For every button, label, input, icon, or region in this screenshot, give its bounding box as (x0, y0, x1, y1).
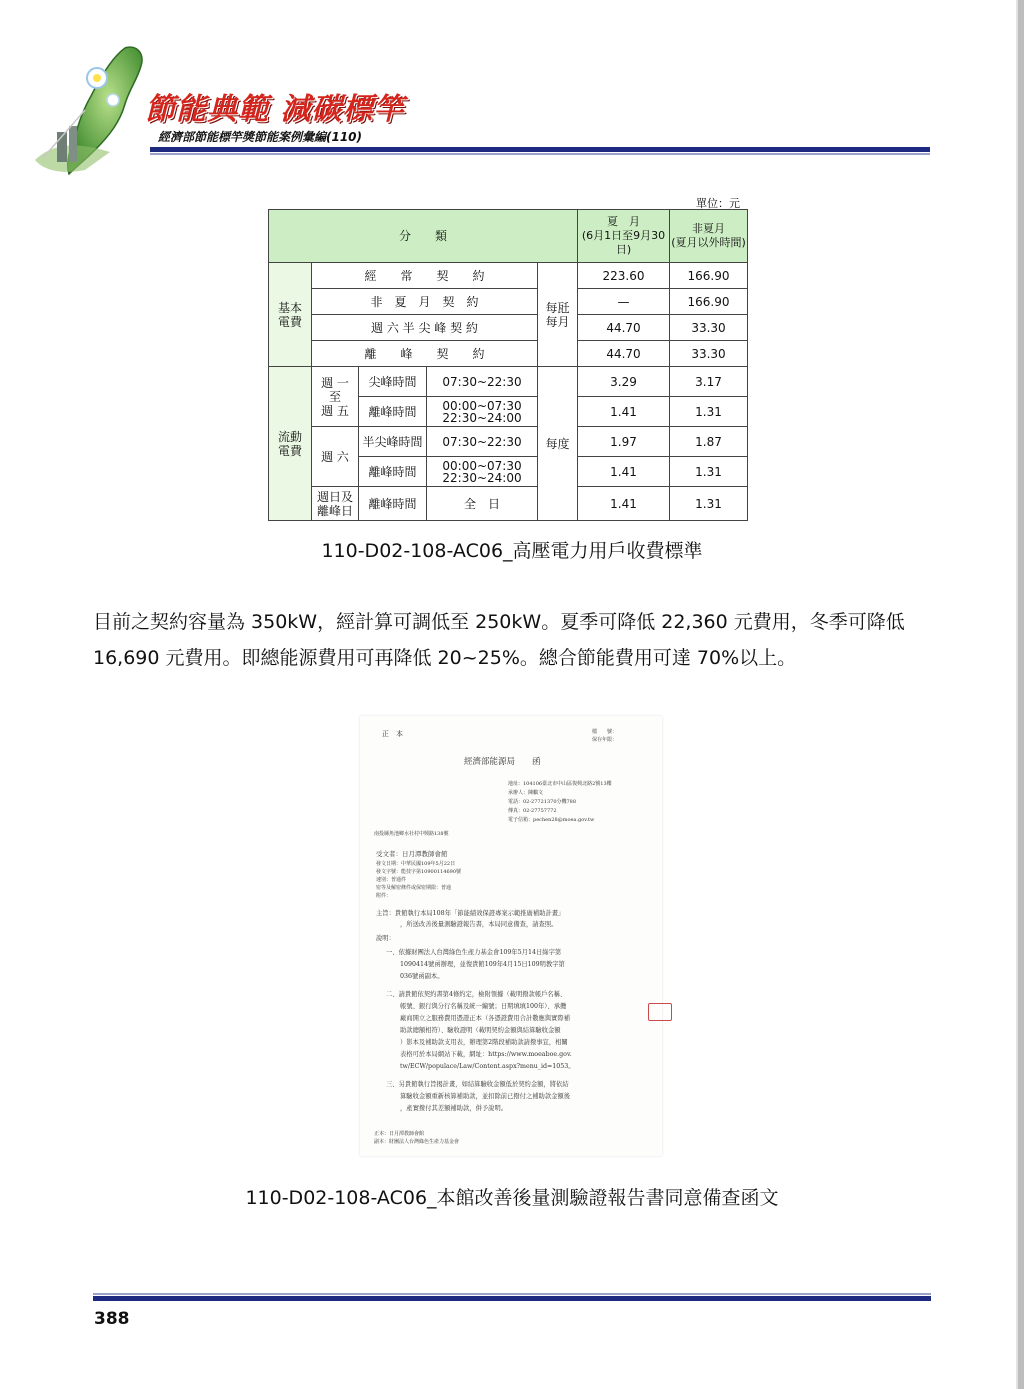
basic-row-label: 週 六 半 尖 峰 契 約 (312, 315, 538, 341)
flow-time: 全 日 (427, 487, 538, 521)
letter-cc: 正本：日月潭教師會館 (374, 1131, 425, 1137)
flow-nonsummer: 3.17 (670, 367, 748, 397)
basic-nonsummer: 33.30 (670, 315, 748, 341)
letter-line: 二、請貴館依契約書第4條約定，檢附領據（載明撥款帳戶名稱、 (386, 991, 567, 998)
flow-group: 流動 電費 (269, 367, 312, 521)
letter-org: 經濟部能源局 函 (464, 757, 541, 767)
letter-to-addr: 南投縣魚池鄉水社村中興路138號 (374, 831, 449, 837)
basic-nonsummer: 33.30 (670, 341, 748, 367)
letter-line: 表格可於本局網站下載，網址：https://www.moeaboe.gov. (400, 1051, 572, 1058)
basic-summer: — (578, 289, 670, 315)
flow-weekday: 週 一 至 週 五 (312, 367, 359, 427)
head-summer: 夏 月 (6月1日至9月30日) (578, 210, 670, 263)
basic-summer: 44.70 (578, 315, 670, 341)
header-rule-thin (150, 153, 930, 155)
flow-period: 尖峰時間 (359, 367, 427, 397)
flow-summer: 3.29 (578, 367, 670, 397)
flow-summer: 1.97 (578, 427, 670, 457)
basic-summer: 223.60 (578, 263, 670, 289)
flow-nonsummer: 1.31 (670, 487, 748, 521)
flow-per: 每度 (538, 367, 578, 521)
basic-per: 每瓩 每月 (538, 263, 578, 367)
flow-summer: 1.41 (578, 397, 670, 427)
letter-line: 助款總額相符）、驗收證明（載明契約金額與結算驗收金額 (400, 1027, 561, 1034)
flow-time: 07:30~22:30 (427, 367, 538, 397)
flow-period: 離峰時間 (359, 397, 427, 427)
caption-letter: 110-D02-108-AC06_本館改善後量測驗證報告書同意備查函文 (245, 1187, 779, 1209)
letter-line: 廠商開立之服務費用憑證正本（各憑證費用合計數應與實際補 (400, 1015, 571, 1022)
flow-nonsummer: 1.31 (670, 457, 748, 487)
flow-time: 00:00~07:30 22:30~24:00 (427, 457, 538, 487)
flow-summer: 1.41 (578, 457, 670, 487)
basic-row-label: 離 峰 契 約 (312, 341, 538, 367)
letter-contact: 承辦人：陳鵬文 (508, 790, 544, 796)
flow-period: 離峰時間 (359, 487, 427, 521)
flow-time: 00:00~07:30 22:30~24:00 (427, 397, 538, 427)
letter-line: 算驗收金額重新核算補助款，並扣除前已撥付之補助款金額後 (400, 1093, 571, 1100)
letter-line: 帳號、銀行與分行名稱及統一編號；日期填填100年）、承攬 (400, 1003, 567, 1010)
letter-line: 三、另貴館執行旨揭計畫，如結算驗收金額低於契約金額，將依結 (386, 1081, 569, 1088)
letter-secret: 密等及解密條件或保密期限：普通 (376, 885, 452, 891)
basic-row-label: 非 夏 月 契 約 (312, 289, 538, 315)
red-seal-stamp (648, 1003, 672, 1021)
page-number: 388 (94, 1309, 130, 1329)
letter-addr: 地址：104106臺北市中山區復興北路2號13樓 (508, 781, 612, 787)
letter-copy: 正 本 (382, 730, 403, 738)
official-letter-image (360, 716, 662, 1156)
basic-group: 基本 電費 (269, 263, 312, 367)
flow-nonsummer: 1.87 (670, 427, 748, 457)
basic-row-label: 經 常 契 約 (312, 263, 538, 289)
letter-subject: ，所送改善後量測驗證報告書，本局同意備查，請查照。 (400, 921, 558, 928)
basic-nonsummer: 166.90 (670, 289, 748, 315)
tariff-table (268, 209, 748, 521)
footer-rule-thin (93, 1293, 931, 1295)
letter-cc: 副本：財團法人台灣綠色生產力基金會 (374, 1139, 460, 1145)
letter-explain: 說明： (376, 935, 395, 942)
header-subtitle: 經濟部節能標竿獎節能案例彙編(110) (158, 130, 363, 144)
footer-rule (93, 1296, 931, 1301)
header-rule (150, 147, 930, 152)
letter-line: 036號函副本。 (400, 973, 444, 980)
letter-file-no: 檔 號： (592, 729, 618, 735)
table-unit: 單位：元 (696, 197, 740, 210)
flow-holiday: 週日及 離峰日 (312, 487, 359, 521)
letter-ref: 發文字號：能技字第10900114690號 (376, 869, 461, 875)
flow-period: 半尖峰時間 (359, 427, 427, 457)
letter-line: tw/ECW/populace/Law/Content.aspx?menu_id=1053。 (400, 1063, 575, 1070)
flow-time: 07:30~22:30 (427, 427, 538, 457)
letter-line: 1090414號函辦理，並復貴館109年4月15日109明教字第 (400, 961, 565, 968)
head-category: 分 類 (269, 210, 578, 263)
letter-subject: 主旨：貴館執行本局108年「節能績效保證專案示範推廣補助計畫」 (376, 910, 565, 917)
letter-speed: 速別：普通件 (376, 877, 407, 883)
letter-line: 一、依據財團法人台灣綠色生產力基金會109年5月14日綠字第 (386, 949, 562, 956)
letter-line: ，產實撥付其差額補助款，併予說明。 (400, 1105, 508, 1112)
header-title: 節能典範 減碳標竿 (145, 92, 405, 127)
page-edge (1018, 0, 1024, 1389)
flow-summer: 1.41 (578, 487, 670, 521)
letter-date: 發文日期：中華民國109年5月22日 (376, 861, 456, 867)
letter-keep: 保存年限： (592, 737, 618, 743)
letter-line: ）影本及補助款支用表，辦理第2階段補助款請撥事宜，相關 (400, 1039, 568, 1046)
flow-period: 離峰時間 (359, 457, 427, 487)
head-nonsummer: 非夏月 (夏月以外時間) (670, 210, 748, 263)
letter-tel: 電話：02-27721370分機788 (508, 799, 577, 805)
basic-summer: 44.70 (578, 341, 670, 367)
body-paragraph: 目前之契約容量為 350kW，經計算可調低至 250kW。夏季可降低 22,360 元費用，冬季可降低 16,690 元費用。即總能源費用可再降低 20~25%。總合節能費用可達 70%以上。 (93, 611, 905, 669)
basic-nonsummer: 166.90 (670, 263, 748, 289)
letter-fax: 傳真：02-27757772 (508, 808, 557, 814)
letter-mail: 電子信箱：pechen28@moea.gov.tw (508, 817, 595, 823)
taiwan-logo (25, 40, 160, 180)
tariff-table-container (268, 209, 748, 521)
flow-nonsummer: 1.31 (670, 397, 748, 427)
letter-attach: 附件： (376, 893, 392, 899)
caption-tariff: 110-D02-108-AC06_高壓電力用戶收費標準 (321, 540, 703, 562)
letter-recipient: 受文者：日月潭教師會館 (376, 850, 448, 858)
flow-saturday: 週 六 (312, 427, 359, 487)
